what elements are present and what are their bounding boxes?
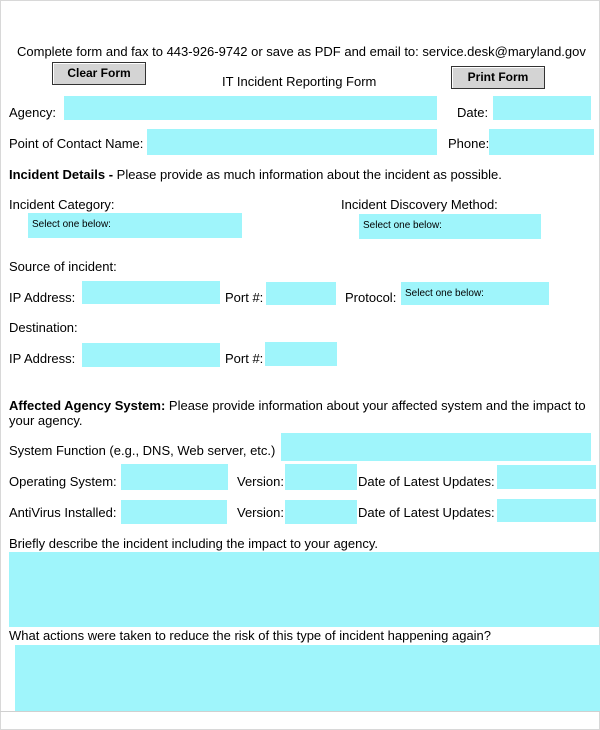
poc-label: Point of Contact Name:: [9, 136, 144, 151]
bottom-divider: [0, 711, 600, 712]
source-port-field[interactable]: [266, 282, 336, 305]
affected-heading-text: Please provide information about your affected system and the impact to your agency.: [9, 398, 586, 428]
dest-port-label: Port #:: [225, 351, 264, 366]
describe-incident-textarea[interactable]: [9, 552, 599, 627]
os-updates-field[interactable]: [497, 465, 596, 489]
describe-incident-label: Briefly describe the incident including the impact to your agency.: [9, 536, 379, 551]
affected-heading-bold: Affected Agency System:: [9, 398, 166, 413]
actions-taken-label: What actions were taken to reduce the risk of this type of incident happening again?: [9, 628, 492, 643]
os-label: Operating System:: [9, 474, 117, 489]
os-version-label: Version:: [237, 474, 284, 489]
antivirus-label: AntiVirus Installed:: [9, 505, 117, 520]
print-form-button[interactable]: Print Form: [451, 66, 545, 89]
source-label: Source of incident:: [9, 259, 117, 274]
discovery-method-select[interactable]: Select one below:: [359, 214, 541, 239]
dest-ip-label: IP Address:: [9, 351, 76, 366]
os-version-field[interactable]: [285, 464, 357, 490]
incident-heading-text: Please provide as much information about the incident as possible.: [113, 167, 502, 182]
incident-category-select[interactable]: Select one below:: [28, 213, 242, 238]
av-version-field[interactable]: [285, 500, 357, 524]
protocol-select[interactable]: Select one below:: [401, 282, 549, 305]
os-field[interactable]: [121, 464, 228, 490]
incident-heading-bold: Incident Details -: [9, 167, 114, 182]
dest-port-field[interactable]: [265, 342, 337, 366]
affected-system-heading: [9, 398, 589, 428]
phone-field[interactable]: [489, 129, 594, 155]
source-port-label: Port #:: [225, 290, 264, 305]
discovery-method-label: Incident Discovery Method:: [341, 197, 498, 212]
clear-form-button[interactable]: Clear Form: [52, 62, 146, 85]
destination-label: Destination:: [9, 320, 78, 335]
date-field[interactable]: [493, 96, 591, 120]
agency-label: Agency:: [9, 105, 56, 120]
os-updates-label: Date of Latest Updates:: [358, 474, 495, 489]
antivirus-field[interactable]: [121, 500, 227, 524]
system-function-field[interactable]: [281, 433, 591, 461]
incident-details-heading: [9, 167, 502, 182]
actions-taken-textarea[interactable]: [15, 645, 600, 711]
av-version-label: Version:: [237, 505, 284, 520]
incident-category-label: Incident Category:: [9, 197, 115, 212]
dest-ip-field[interactable]: [82, 343, 220, 367]
protocol-label: Protocol:: [345, 290, 397, 305]
instructions-text: Complete form and fax to 443-926-9742 or save as PDF and email to: service.desk@maryland.gov: [17, 44, 586, 59]
poc-name-field[interactable]: [147, 129, 437, 155]
agency-field[interactable]: [64, 96, 437, 120]
source-ip-field[interactable]: [82, 281, 220, 304]
form-title: IT Incident Reporting Form: [222, 74, 377, 89]
phone-label: Phone:: [448, 136, 490, 151]
date-label: Date:: [457, 105, 489, 120]
av-updates-label: Date of Latest Updates:: [358, 505, 495, 520]
system-function-label: System Function (e.g., DNS, Web server, etc.): [9, 443, 276, 458]
av-updates-field[interactable]: [497, 499, 596, 522]
source-ip-label: IP Address:: [9, 290, 76, 305]
